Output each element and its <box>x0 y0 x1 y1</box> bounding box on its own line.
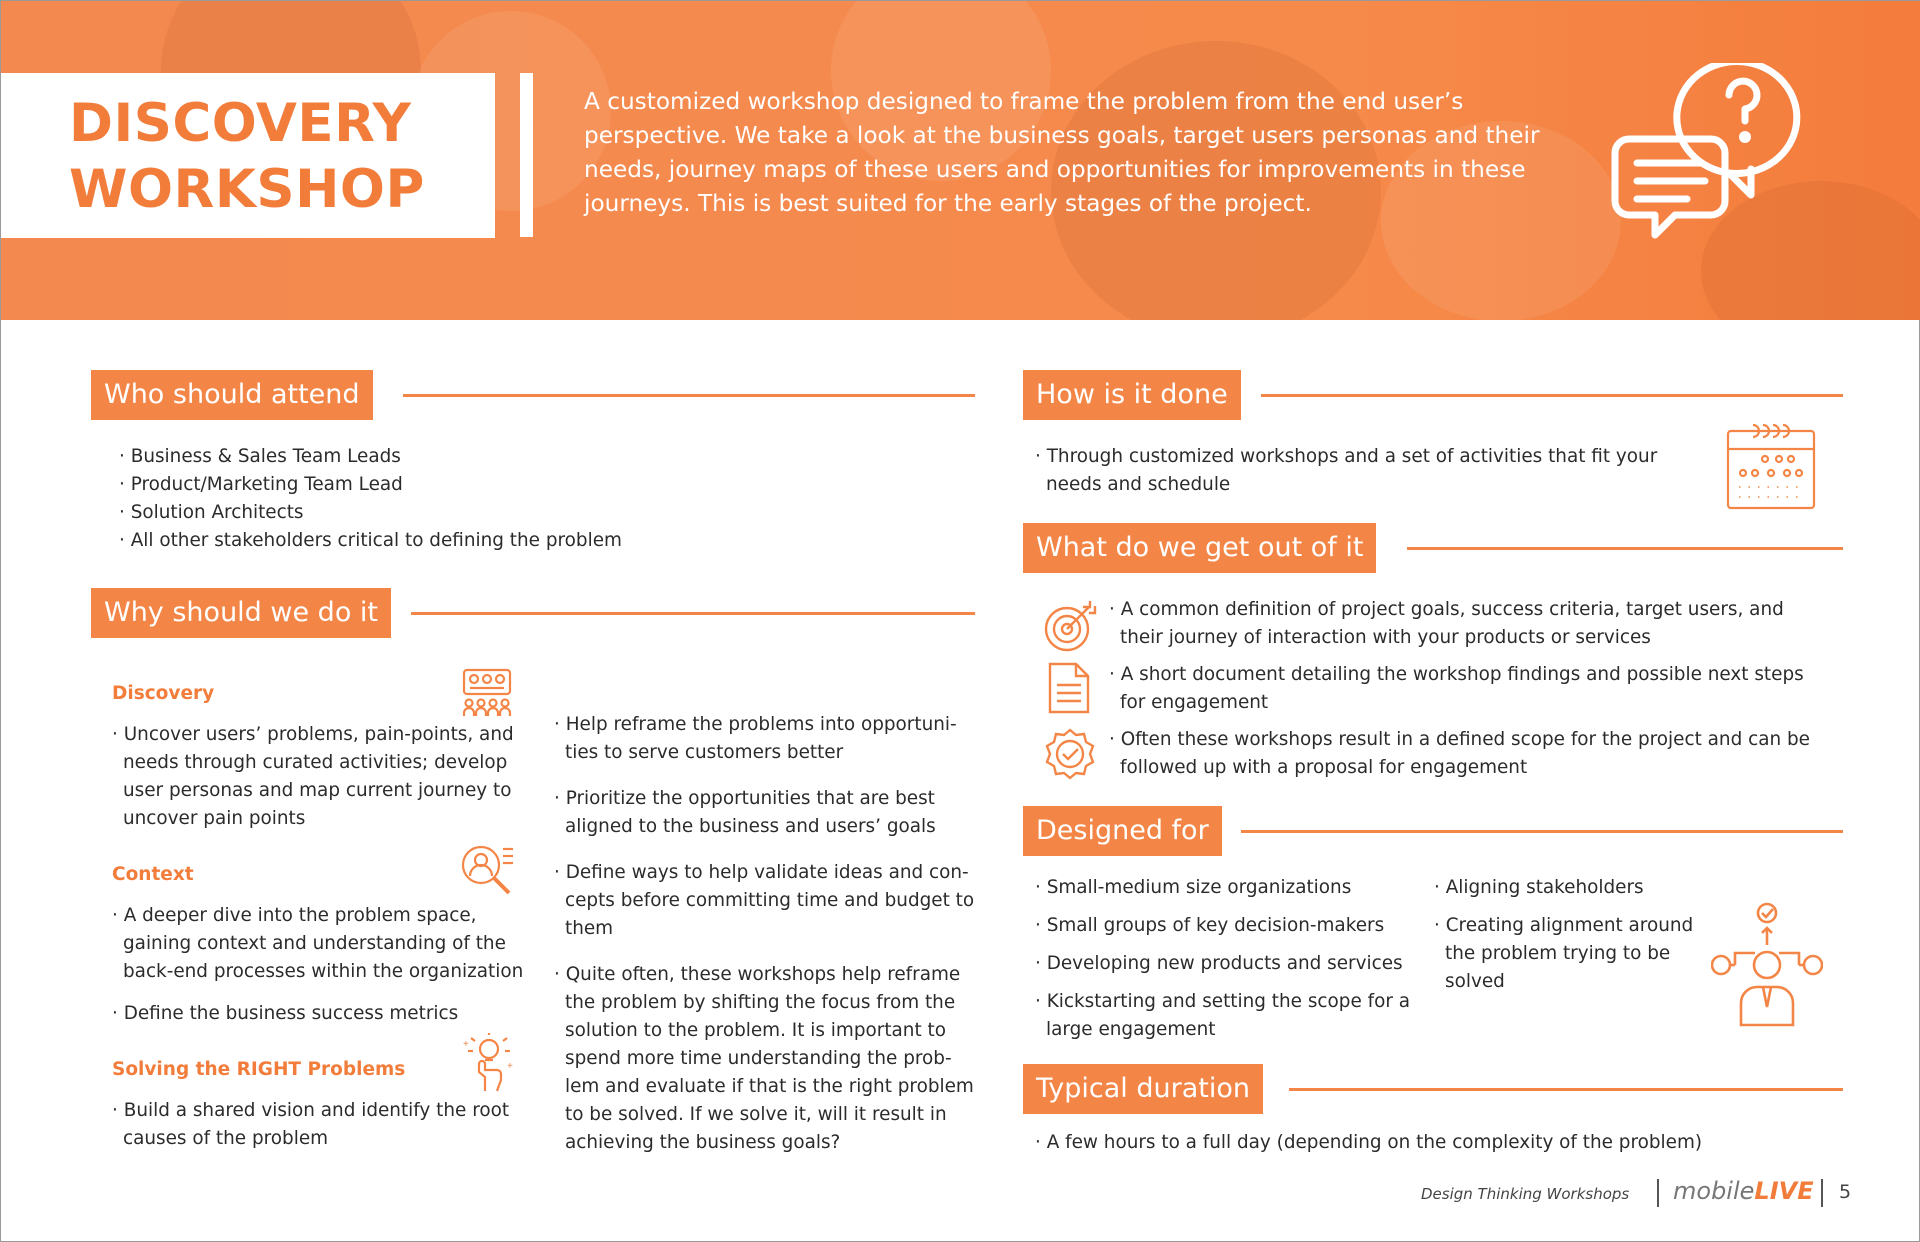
designed-left-list <box>1035 874 1415 1044</box>
section-heading: Designed for <box>1023 806 1222 856</box>
list-item: · Solution Architects <box>119 502 304 523</box>
title-line-1: DISCOVERY <box>69 93 412 154</box>
duration-list <box>1035 1129 1835 1157</box>
list-item: · Aligning stakeholders <box>1434 877 1644 898</box>
mobilelive-logo: mobileLIVE <box>1673 1177 1814 1205</box>
who-list <box>119 443 879 555</box>
list-item: · A deeper dive into the problem space, gaining context and understanding of the back-end processes within the organization <box>112 905 524 982</box>
footer-text: Design Thinking Workshops <box>1421 1185 1630 1203</box>
section-why-should-we-do-it <box>91 588 975 638</box>
section-rule <box>1241 830 1843 833</box>
subheading-context: Context <box>112 864 194 885</box>
hero-banner <box>1 1 1920 320</box>
list-item: · Small groups of key decision-makers <box>1035 915 1385 936</box>
section-what-do-we-get <box>1023 523 1843 573</box>
section-typical-duration <box>1023 1064 1843 1114</box>
badge-check-icon <box>1043 727 1097 781</box>
section-who-should-attend <box>91 370 975 420</box>
section-rule <box>1261 394 1843 397</box>
list-item: · Define the business success metrics <box>112 1003 459 1024</box>
magnify-user-icon <box>459 843 515 899</box>
list-item: · Uncover users’ problems, pain-points, and needs through curated activities; develop user personas and map current journey to uncover pain points <box>112 724 514 829</box>
list-item: · Developing new products and services <box>1035 953 1403 974</box>
svg-text:+: + <box>507 1061 513 1072</box>
list-item: · Define ways to help validate ideas and con-cepts before committing time and budget to them <box>554 862 975 939</box>
list-item: · Business & Sales Team Leads <box>119 446 401 467</box>
get-item-1 <box>1109 596 1829 652</box>
document-icon <box>1047 661 1091 715</box>
page-number: 5 <box>1839 1181 1852 1203</box>
section-rule <box>403 394 975 397</box>
list-item: · Prioritize the opportunities that are best aligned to the business and users’ goals <box>554 788 936 837</box>
idea-hand-icon <box>459 1033 515 1095</box>
page-title <box>69 91 425 223</box>
section-rule <box>1289 1088 1843 1091</box>
why-right-list <box>554 711 982 1157</box>
intro-text: A customized workshop designed to frame the problem from the end user’s perspective. We take a look at the business goals, target users personas and their needs, journey maps of these users and opportunities for improvements in these journeys. This is best suited for the early stages of the project. <box>584 88 1540 217</box>
list-item: · Often these workshops result in a defined scope for the project and can be followed up with a proposal for engagement <box>1109 729 1810 778</box>
footer <box>1421 1173 1901 1213</box>
section-designed-for <box>1023 806 1843 856</box>
list-item: · Product/Marketing Team Lead <box>119 474 403 495</box>
list-item: · A common definition of project goals, success criteria, target users, and their journey of interaction with your products or services <box>1109 599 1784 648</box>
discovery-list <box>112 721 532 833</box>
get-item-2 <box>1109 661 1829 717</box>
footer-divider <box>1821 1179 1823 1207</box>
subheading-solving: Solving the RIGHT Problems <box>112 1059 406 1080</box>
section-heading: What do we get out of it <box>1023 523 1376 573</box>
list-item: · Build a shared vision and identify the root causes of the problem <box>112 1100 510 1149</box>
section-heading: Why should we do it <box>91 588 391 638</box>
title-box <box>1 73 495 238</box>
list-item: · A short document detailing the workshop findings and possible next steps for engagement <box>1109 664 1804 713</box>
section-heading: Who should attend <box>91 370 373 420</box>
get-item-3 <box>1109 726 1829 782</box>
list-item: · Kickstarting and setting the scope for a large engagement <box>1035 991 1411 1040</box>
list-item: · Small-medium size organizations <box>1035 877 1352 898</box>
svg-text:+: + <box>463 1039 469 1050</box>
section-heading: Typical duration <box>1023 1064 1263 1114</box>
chat-question-icon <box>1601 63 1811 243</box>
section-rule <box>1407 547 1843 550</box>
subheading-discovery: Discovery <box>112 683 215 704</box>
how-list <box>1035 443 1675 499</box>
list-item: · Creating alignment around the problem trying to be solved <box>1434 915 1694 992</box>
decision-person-icon <box>1711 901 1823 1035</box>
designed-right-list <box>1434 874 1694 996</box>
calendar-icon <box>1725 421 1817 511</box>
list-item: · All other stakeholders critical to defining the problem <box>119 530 622 551</box>
persona-board-icon <box>461 667 513 719</box>
section-rule <box>411 612 975 615</box>
section-how-is-it-done <box>1023 370 1843 420</box>
list-item: · Help reframe the problems into opportuni-ties to serve customers better <box>554 714 957 763</box>
list-item: · Through customized workshops and a set of activities that fit your needs and schedule <box>1035 446 1658 495</box>
title-divider <box>520 73 533 237</box>
target-icon <box>1043 599 1097 653</box>
title-line-2: WORKSHOP <box>69 159 425 220</box>
context-list <box>112 902 532 1028</box>
solving-list <box>112 1097 532 1153</box>
list-item: · Quite often, these workshops help reframe the problem by shifting the focus from the solution to the problem. It is important to spend more time understanding the prob-lem and evaluate if that is the right problem to be solved. If we solve it, will it result in achieving the business goals? <box>554 964 974 1153</box>
section-heading: How is it done <box>1023 370 1241 420</box>
list-item: · A few hours to a full day (depending on the complexity of the problem) <box>1035 1132 1703 1153</box>
footer-divider <box>1657 1179 1659 1207</box>
